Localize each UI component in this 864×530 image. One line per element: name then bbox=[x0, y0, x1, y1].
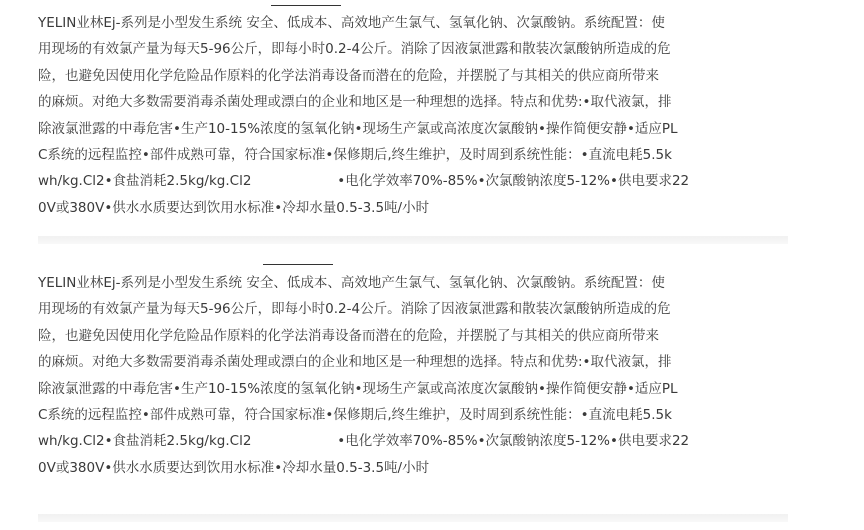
section-separator bbox=[38, 236, 788, 244]
paragraph-text bbox=[38, 270, 798, 481]
text-line: 险，也避免因使用化学危险品作原料的化学法消毒设备而潜在的危险，并摆脱了与其相关的供应商所带来 bbox=[38, 67, 659, 84]
paragraph-text bbox=[38, 10, 798, 221]
text-line: 0V或380V•供水水质要达到饮用水标准•冷却水量0.5-3.5吨/小时 bbox=[38, 199, 430, 216]
text-line: 险，也避免因使用化学危险品作原料的化学法消毒设备而潜在的危险，并摆脱了与其相关的供应商所带来 bbox=[38, 327, 659, 344]
text-line: C系统的远程监控•部件成熟可靠，符合国家标准•保修期后,终生维护，及时周到系统性能：•直流电耗5.5k bbox=[38, 406, 672, 423]
text-line: wh/kg.Cl2•食盐消耗2.5kg/kg.Cl2 •电化学效率70%-85%•次氯酸钠浓度5-12%•供电要求22 bbox=[38, 173, 690, 190]
text-line: YELIN业林Ej-系列是小型发生系统 安全、低成本、高效地产生氯气、氢氧化钠、次氯酸钠。系统配置：使 bbox=[38, 275, 665, 291]
text-line: 的麻烦。对绝大多数需要消毒杀菌处理或漂白的企业和地区是一种理想的选择。特点和优势:•取代液氯，排 bbox=[38, 354, 672, 371]
top-divider bbox=[271, 5, 341, 6]
top-divider bbox=[263, 264, 333, 265]
section-separator bbox=[38, 514, 788, 522]
text-line: 用现场的有效氯产量为每天5-96公斤，即每小时0.2-4公斤。消除了因液氯泄露和散装次氯酸钠所造成的危 bbox=[38, 41, 671, 58]
text-line: 除液氯泄露的中毒危害•生产10-15%浓度的氢氧化钠•现场生产氯或高浓度次氯酸钠•操作简便安静•适应PL bbox=[38, 120, 678, 137]
text-line: YELIN业林Ej-系列是小型发生系统 安全、低成本、高效地产生氯气、氢氧化钠、次氯酸钠。系统配置：使 bbox=[38, 15, 665, 31]
text-line: wh/kg.Cl2•食盐消耗2.5kg/kg.Cl2 •电化学效率70%-85%•次氯酸钠浓度5-12%•供电要求22 bbox=[38, 433, 690, 450]
text-line: 除液氯泄露的中毒危害•生产10-15%浓度的氢氧化钠•现场生产氯或高浓度次氯酸钠•操作简便安静•适应PL bbox=[38, 380, 678, 397]
text-line: 用现场的有效氯产量为每天5-96公斤，即每小时0.2-4公斤。消除了因液氯泄露和散装次氯酸钠所造成的危 bbox=[38, 301, 671, 318]
text-line: 的麻烦。对绝大多数需要消毒杀菌处理或漂白的企业和地区是一种理想的选择。特点和优势:•取代液氯，排 bbox=[38, 94, 672, 111]
text-line: 0V或380V•供水水质要达到饮用水标准•冷却水量0.5-3.5吨/小时 bbox=[38, 459, 430, 476]
text-line: C系统的远程监控•部件成熟可靠，符合国家标准•保修期后,终生维护，及时周到系统性能：•直流电耗5.5k bbox=[38, 146, 672, 163]
